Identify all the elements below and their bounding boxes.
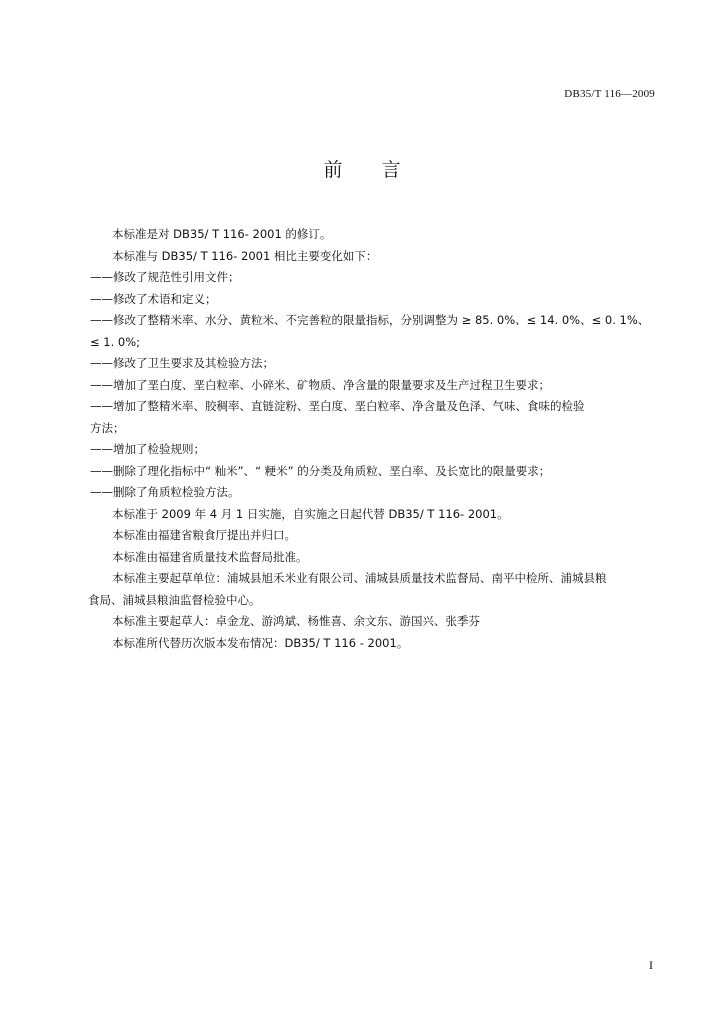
change-item: ——修改了术语和定义； <box>90 291 217 306</box>
change-item: ——增加了整精米率、胶稠率、直链淀粉、垩白度、垩白粒率、净含量及色泽、气味、食味的检验 <box>90 399 585 413</box>
change-item: ——修改了卫生要求及其检验方法； <box>90 356 274 370</box>
page-number: I <box>649 958 653 972</box>
title-char-2: 言 <box>381 159 402 181</box>
change-item: ——修改了整精米率、水分、黄粒米、不完善粒的限量指标，分别调整为 ≥ 85. 0%、≤ 14. 0%、≤ 0. 1%、 <box>90 313 650 327</box>
paragraph: 本标准由福建省质量技术监督局批准。 <box>112 549 308 564</box>
paragraph: 本标准于 2009 年 4 月 1 日实施，自实施之日起代替 DB35/ T 116- 2001。 <box>112 506 509 521</box>
foreword-body <box>90 224 660 654</box>
title-char-1: 前 <box>323 159 344 181</box>
paragraph: 本标准与 DB35/ T 116- 2001 相比主要变化如下： <box>112 248 378 263</box>
change-item: ——增加了垩白度、垩白粒率、小碎米、矿物质、净含量的限量要求及生产过程卫生要求； <box>90 377 550 392</box>
paragraph: 本标准由福建省粮食厅提出并归口。 <box>112 528 296 542</box>
paragraph: 本标准是对 DB35/ T 116- 2001 的修订。 <box>112 227 332 241</box>
change-item: ——删除了角质粒检验方法。 <box>90 485 240 499</box>
change-item: ——修改了规范性引用文件； <box>90 270 240 284</box>
change-item: ——增加了检验规则； <box>90 442 205 456</box>
paragraph-continued: 食局、浦城县粮油监督检验中心。 <box>88 592 261 607</box>
change-item-continued: 方法； <box>90 420 125 435</box>
change-item: ——删除了理化指标中“ 籼米”、“ 粳米” 的分类及角质粒、垩白率、及长宽比的限量要求； <box>90 463 551 478</box>
change-item-continued: ≤ 1. 0%; <box>90 334 141 349</box>
standard-code: DB35/T 116—2009 <box>564 88 655 100</box>
paragraph: 本标准主要起草单位：浦城县旭禾米业有限公司、浦城县质量技术监督局、南平中检所、浦城县粮 <box>112 571 607 585</box>
paragraph: 本标准主要起草人：卓金龙、游鸿斌、杨惟喜、余文东、游国兴、张季芬 <box>112 614 480 628</box>
section-title <box>0 155 725 182</box>
paragraph: 本标准所代替历次版本发布情况：DB35/ T 116 - 2001。 <box>112 635 409 650</box>
